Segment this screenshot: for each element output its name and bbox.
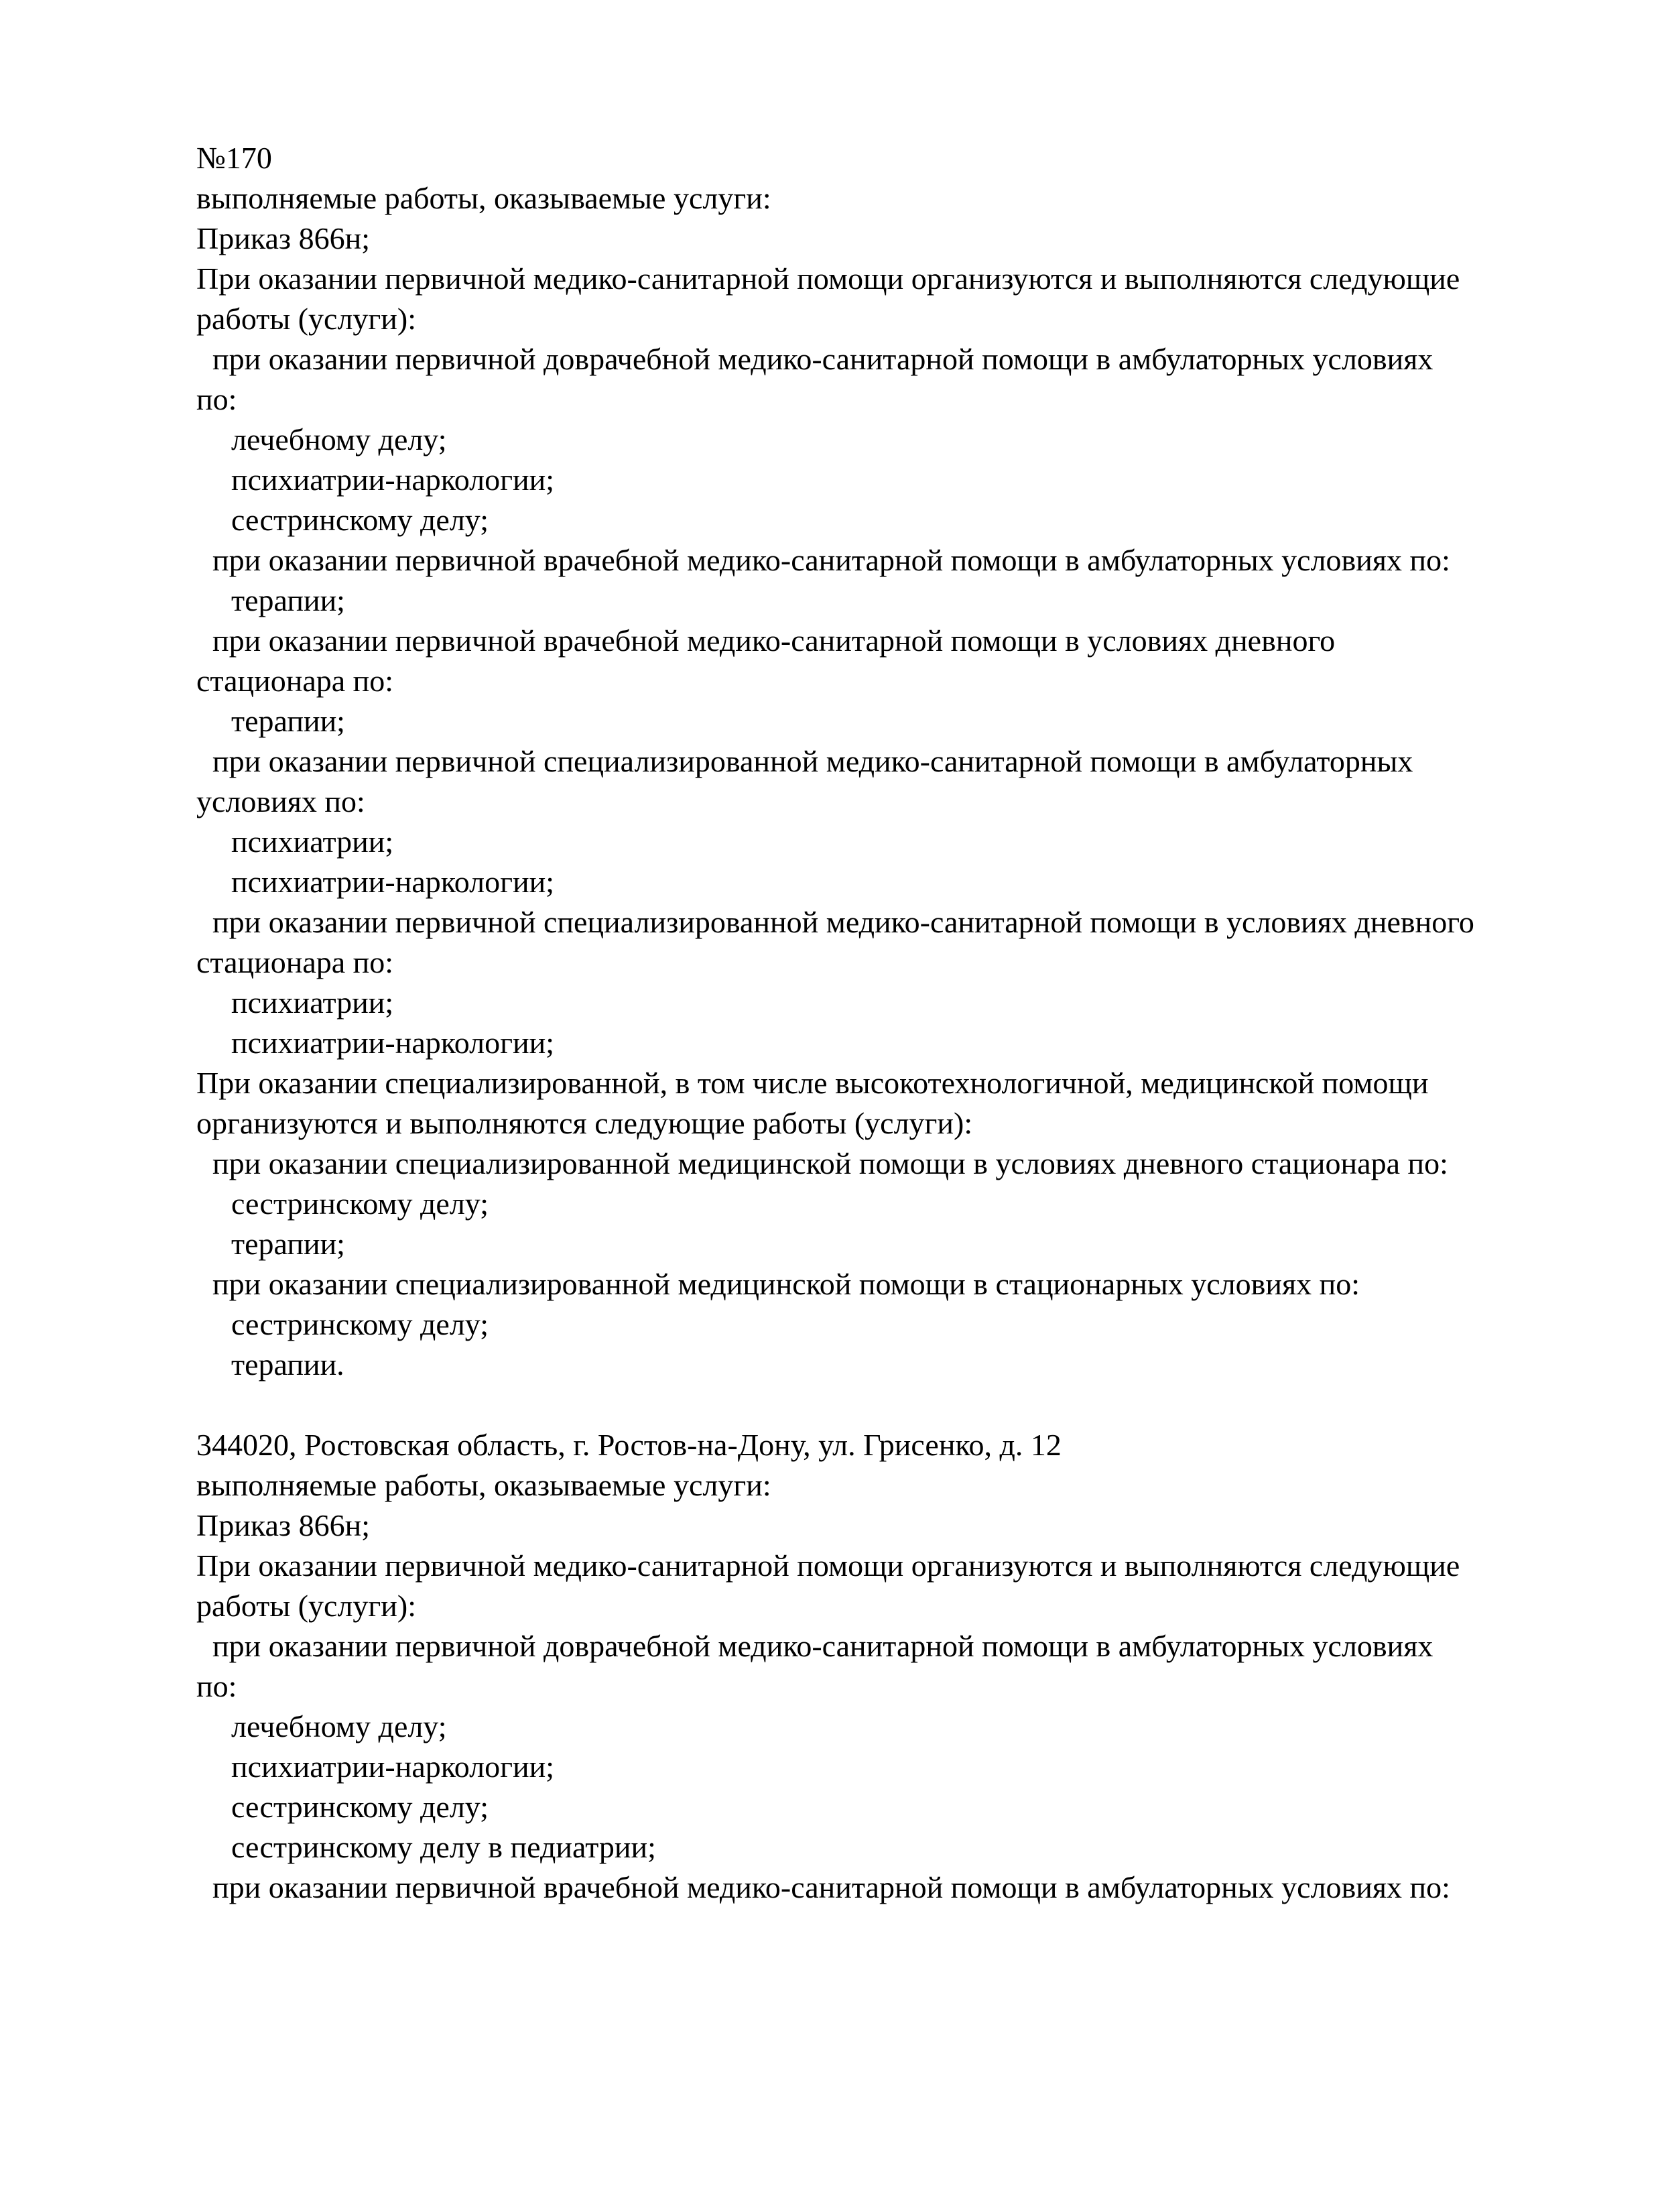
text-line: При оказании первичной медико-санитарной помощи организуются и выполняются следующие — [196, 261, 1460, 296]
text-line: сестринскому делу; — [231, 1307, 489, 1341]
text-line: при оказании первичной специализированной медико-санитарной помощи в условиях дневного — [212, 905, 1474, 939]
text-line: выполняемые работы, оказываемые услуги: — [196, 1468, 771, 1502]
text-line: психиатрии-наркологии; — [231, 1026, 554, 1060]
text-line: условиях по: — [196, 784, 365, 818]
text-line: лечебному делу; — [231, 1709, 447, 1743]
text-line: сестринскому делу; — [231, 1186, 489, 1221]
text-line: организуются и выполняются следующие работы (услуги): — [196, 1106, 973, 1140]
text-line: сестринскому делу; — [231, 1790, 489, 1824]
text-line: при оказании первичной врачебной медико-санитарной помощи в амбулаторных условиях по: — [212, 1870, 1450, 1904]
text-line: по: — [196, 1669, 237, 1703]
text-line: терапии; — [231, 1227, 345, 1261]
text-line: терапии; — [231, 583, 345, 617]
text-line: психиатрии; — [231, 985, 394, 1020]
text-line: при оказании специализированной медицинской помощи в стационарных условиях по: — [212, 1267, 1360, 1301]
text-line: При оказании первичной медико-санитарной помощи организуются и выполняются следующие — [196, 1548, 1460, 1583]
text-line: стационара по: — [196, 664, 394, 698]
text-line: психиатрии-наркологии; — [231, 463, 554, 497]
text-line: работы (услуги): — [196, 302, 416, 336]
text-line: психиатрии-наркологии; — [231, 1749, 554, 1784]
text-line: при оказании первичной доврачебной медико-санитарной помощи в амбулаторных условиях — [212, 1629, 1433, 1663]
text-line: психиатрии; — [231, 824, 394, 859]
text-line — [196, 1385, 1617, 1425]
text-line: при оказании первичной специализированной медико-санитарной помощи в амбулаторных — [212, 744, 1413, 778]
text-line: терапии. — [231, 1347, 344, 1381]
text-line: Приказ 866н; — [196, 221, 370, 255]
text-line: психиатрии-наркологии; — [231, 865, 554, 899]
text-line: При оказании специализированной, в том числе высокотехнологичной, медицинской помощи — [196, 1066, 1429, 1100]
text-line: по: — [196, 382, 237, 416]
text-line: сестринскому делу в педиатрии; — [231, 1830, 656, 1864]
text-line: Приказ 866н; — [196, 1508, 370, 1542]
license-text-block — [196, 138, 1617, 1908]
text-line: терапии; — [231, 704, 345, 738]
text-line: стационара по: — [196, 945, 394, 979]
text-line: работы (услуги): — [196, 1589, 416, 1623]
text-line: 344020, Ростовская область, г. Ростов-на-Дону, ул. Грисенко, д. 12 — [196, 1428, 1062, 1462]
text-line: лечебному делу; — [231, 422, 447, 456]
text-line: №170 — [196, 141, 272, 175]
text-line: сестринскому делу; — [231, 503, 489, 537]
text-line: выполняемые работы, оказываемые услуги: — [196, 181, 771, 215]
text-line: при оказании первичной врачебной медико-санитарной помощи в условиях дневного — [212, 623, 1336, 658]
text-line: при оказании первичной врачебной медико-санитарной помощи в амбулаторных условиях по: — [212, 543, 1450, 577]
text-line: при оказании специализированной медицинской помощи в условиях дневного стационара по: — [212, 1146, 1448, 1180]
text-line: при оказании первичной доврачебной медико-санитарной помощи в амбулаторных условиях — [212, 342, 1433, 376]
